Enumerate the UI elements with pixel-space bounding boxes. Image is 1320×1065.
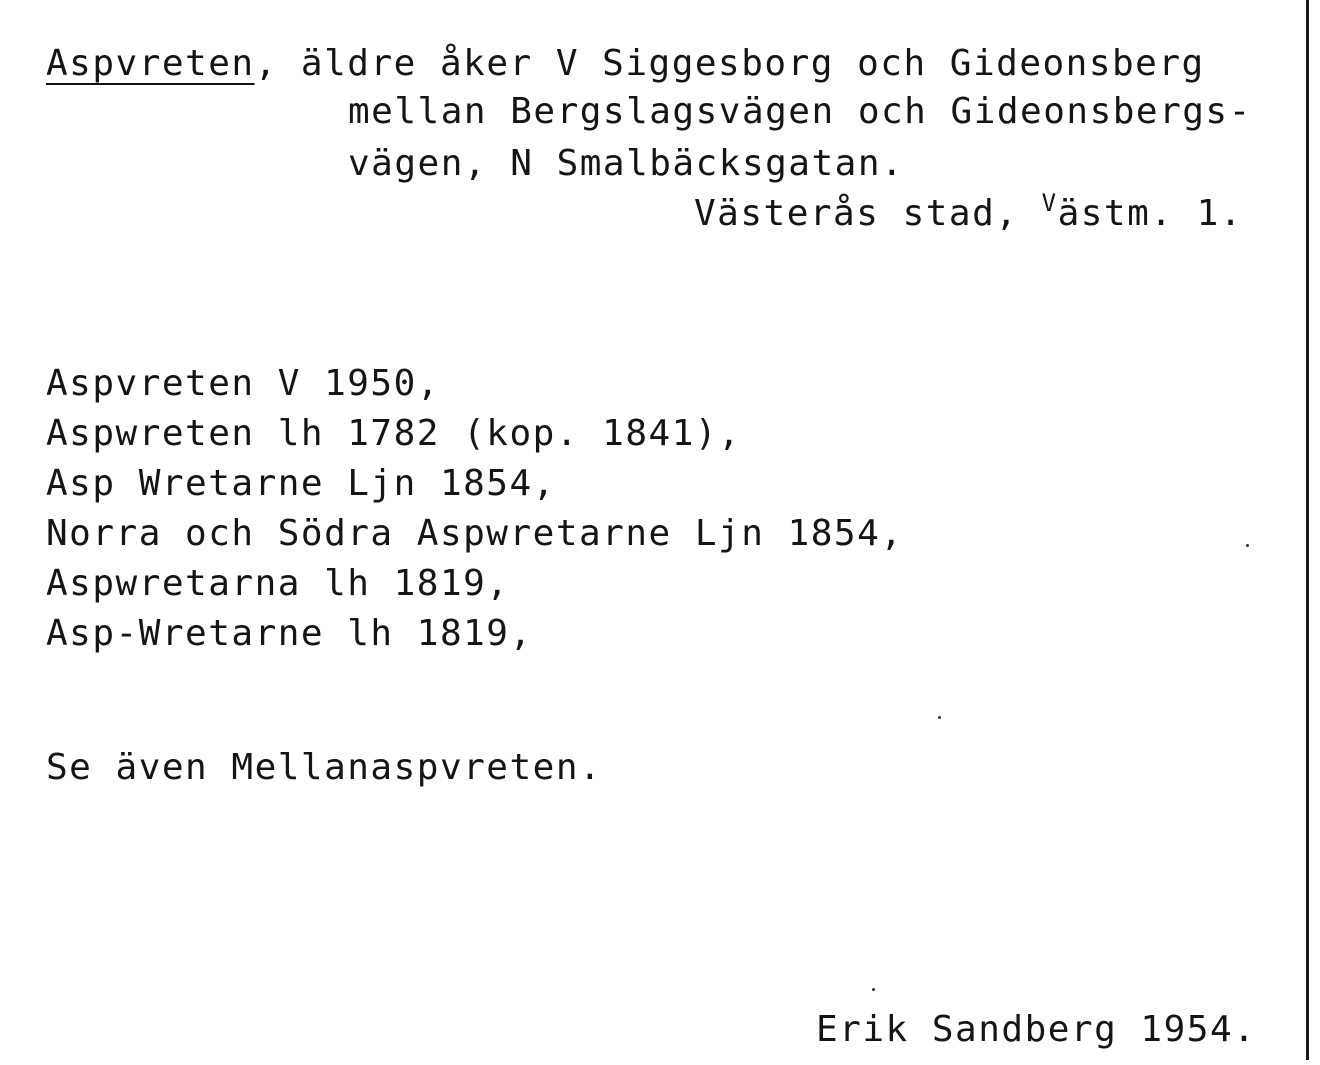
cross-reference: Se även Mellanaspvreten. xyxy=(46,747,603,788)
form-line: Aspwretarna lh 1819, xyxy=(46,563,510,604)
location-line xyxy=(694,189,1243,239)
header-line-3: vägen, N Smalbäcksgatan. xyxy=(348,143,905,184)
form-line: Aspvreten V 1950, xyxy=(46,363,440,404)
header-line-2: mellan Bergslagsvägen och Gideonsbergs- xyxy=(348,91,1252,132)
location-pre: Västerås stad, xyxy=(694,193,1042,234)
place-description-1: , äldre åker V Siggesborg och Gideonsberg xyxy=(254,43,1205,84)
speck-mark xyxy=(872,988,875,991)
card-edge-line xyxy=(1306,0,1309,1060)
form-line: Asp-Wretarne lh 1819, xyxy=(46,613,533,654)
location-post: ästm. 1. xyxy=(1057,193,1243,234)
speck-mark xyxy=(1246,544,1249,547)
place-name: Aspvreten xyxy=(46,43,255,84)
speck-mark xyxy=(938,716,941,719)
header-line-1 xyxy=(46,42,1205,86)
form-line: Norra och Södra Aspwretarne Ljn 1854, xyxy=(46,513,904,554)
form-line: Aspwreten lh 1782 (kop. 1841), xyxy=(46,413,742,454)
signature: Erik Sandberg 1954. xyxy=(816,1009,1257,1050)
form-line: Asp Wretarne Ljn 1854, xyxy=(46,463,556,504)
location-sup: V xyxy=(1041,189,1058,217)
